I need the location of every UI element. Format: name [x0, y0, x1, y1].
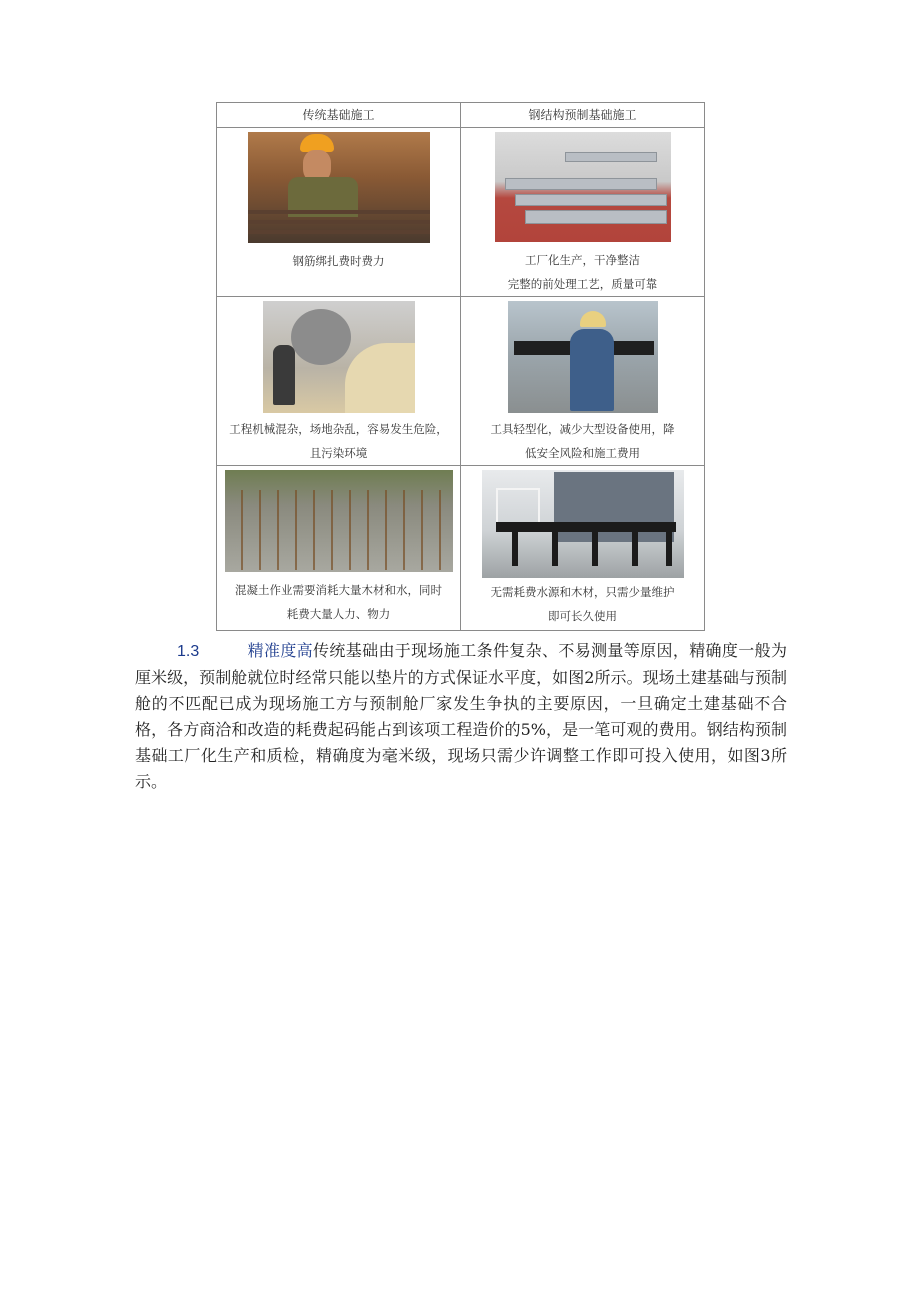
- photo-concrete-mixer: [263, 301, 415, 413]
- caption-line: 低安全风险和施工费用: [525, 446, 640, 460]
- cell-prefab-maintenance: [461, 466, 705, 631]
- caption-line: 且污染环境: [309, 446, 368, 460]
- cell-traditional-concrete: [217, 466, 461, 631]
- header-traditional: 传统基础施工: [217, 103, 461, 128]
- caption-line: 工程机械混杂，场地杂乱，容易发生危险，: [229, 422, 448, 436]
- table-row: [217, 297, 705, 466]
- section-number: 1.3: [177, 643, 200, 660]
- photo-prefab-platform: [482, 470, 684, 578]
- caption-line: 无需耗费水源和木材，只需少量维护: [490, 585, 675, 599]
- caption-line: 钢筋绑扎费时费力: [292, 254, 385, 268]
- section-title: 精准度高: [247, 641, 314, 660]
- photo-steel-frames: [495, 132, 671, 242]
- header-steel-prefab: 钢结构预制基础施工: [461, 103, 705, 128]
- cell-prefab-factory: [461, 128, 705, 297]
- photo-concrete-formwork: [225, 470, 453, 572]
- section-body: 传统基础由于现场施工条件复杂、不易测量等原因，精确度一般为厘米级，预制舱就位时经常只能以垫片的方式保证水平度，如图2所示。现场土建基础与预制舱的不匹配已成为现场施工方与预制舱厂家发生争执的主要原因，一旦确定土建基础不合格，各方商洽和改造的耗费起码能占到该项工程造价的5%，是一笔可观的费用。钢结构预制基础工厂化生产和质检，精确度为毫米级，现场只需少许调整工作即可投入使用，如图3所示。: [135, 641, 787, 791]
- caption-line: 即可长久使用: [548, 609, 617, 623]
- table-header-row: [217, 103, 705, 128]
- section-paragraph: [135, 638, 787, 795]
- caption-line: 耗费大量人力、物力: [286, 607, 391, 621]
- cell-prefab-lightweight: [461, 297, 705, 466]
- table-row: [217, 128, 705, 297]
- caption-line: 完整的前处理工艺，质量可靠: [507, 277, 658, 291]
- photo-surveyor: [508, 301, 658, 413]
- caption-line: 混凝土作业需要消耗大量木材和水，同时: [235, 583, 442, 597]
- photo-worker-rebar: [248, 132, 430, 243]
- caption-line: 工厂化生产，干净整洁: [525, 253, 640, 267]
- cell-traditional-machinery: [217, 297, 461, 466]
- comparison-table: [216, 102, 705, 631]
- cell-traditional-rebar: [217, 128, 461, 297]
- table-row: [217, 466, 705, 631]
- caption-line: 工具轻型化，减少大型设备使用，降: [490, 422, 675, 436]
